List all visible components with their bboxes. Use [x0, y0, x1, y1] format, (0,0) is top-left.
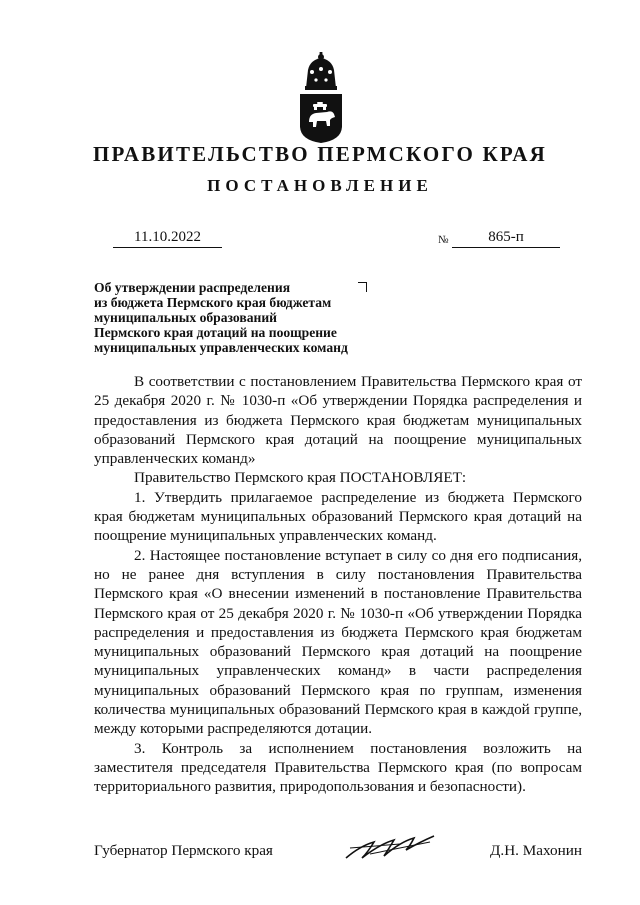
preamble-paragraph: В соответствии с постановлением Правительства Пермского края от 25 декабря 2020 г. № 1030-п «Об утверждении Порядка распределения и предоставления из бюджета Пермского края бюджетам муниципальных образований Пермского края дотаций на поощрение муниципальных управленческих команд»: [94, 373, 582, 468]
signatory-name: Д.Н. Махонин: [490, 842, 582, 859]
document-type-title: ПОСТАНОВЛЕНИЕ: [207, 176, 433, 195]
item-1-paragraph: 1. Утвердить прилагаемое распределение из бюджета Пермского края бюджетам муниципальных образований Пермского края дотаций на поощрение муниципальных управленческих команд.: [94, 488, 582, 545]
subject-line: Пермского края дотаций на поощрение: [94, 325, 337, 340]
handwritten-signature: [340, 828, 440, 868]
decree-number: 865-п: [452, 229, 560, 248]
subject-line: из бюджета Пермского края бюджетам: [94, 295, 332, 310]
crown-icon: [305, 52, 337, 90]
subject-corner-mark: [358, 282, 367, 292]
item-2-paragraph: 2. Настоящее постановление вступает в силу со дня его подписания, но не ранее дня вступления в силу постановления Правительства Пермского края «О внесении изменений в постановление Правительства Пермского края от 25 декабря 2020 г. № 1030-п «Об утверждении Порядка распределения и предоставления из бюджета Пермского края бюджетам муниципальных образований Пермского края дотаций на поощрение муниципальных управленческих команд» в части распределения муниципальных образований Пермского края по группам, изменения количества муниципальных образований Пермского края в каждой группе, между которыми распределяются дотации.: [94, 546, 582, 738]
number-label: №: [438, 234, 449, 246]
decree-subject: [94, 280, 394, 355]
item-3-paragraph: 3. Контроль за исполнением постановления возложить на заместителя председателя Правительства Пермского края (по вопросам территориального развития, природопользования и безопасности).: [94, 739, 582, 796]
coat-of-arms-icon: [296, 52, 346, 144]
subject-line: муниципальных образований: [94, 310, 278, 325]
resolution-paragraph: Правительство Пермского края ПОСТАНОВЛЯЕТ:: [134, 469, 467, 487]
decree-date: 11.10.2022: [113, 229, 222, 248]
decree-body: [94, 372, 582, 797]
subject-line: муниципальных управленческих команд: [94, 340, 348, 355]
subject-line: Об утверждении распределения: [94, 280, 291, 295]
signatory-position: Губернатор Пермского края: [94, 842, 273, 859]
government-title: ПРАВИТЕЛЬСТВО ПЕРМСКОГО КРАЯ: [92, 142, 547, 166]
